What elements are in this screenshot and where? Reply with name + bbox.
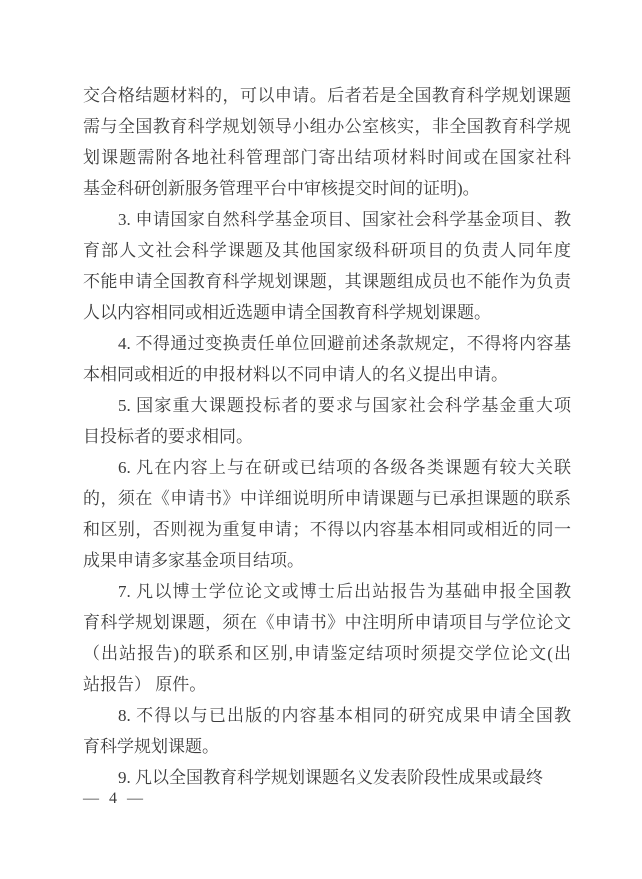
text-line: 7. 凡以博士学位论文或博士后出站报告为基础申报全国教 [118,582,571,601]
text-line: 划课题需附各地社科管理部门寄出结项材料时间或在国家社科 [83,148,571,167]
text-line: 基金科研创新服务管理平台中审核提交时间的证明)。 [83,179,480,198]
text-line: 9. 凡以全国教育科学规划课题名义发表阶段性成果或最终 [118,768,543,787]
text-line: 8. 不得以与已出版的内容基本相同的研究成果申请全国教 [118,706,571,725]
text-line: 育科学规划课题。 [83,737,219,756]
text-line: （出站报告)的联系和区别,申请鉴定结项时须提交学位论文(出 [83,644,571,663]
text-line: 站报告） 原件。 [83,675,207,694]
text-line: 需与全国教育科学规划领导小组办公室核实，非全国教育科学规 [83,117,571,136]
text-line: 6. 凡在内容上与在研或已结项的各级各类课题有较大关联 [118,458,571,477]
document-text [83,80,571,793]
text-line: 交合格结题材料的，可以申请。后者若是全国教育科学规划课题 [83,86,571,105]
text-line: 5. 国家重大课题投标者的要求与国家社会科学基金重大项 [118,396,571,415]
text-line: 育科学规划课题，须在《申请书》中注明所申请项目与学位论文 [83,613,571,632]
text-line: 成果申请多家基金项目结项。 [83,551,304,570]
text-line: 本相同或相近的申报材料以不同申请人的名义提出申请。 [83,365,508,384]
text-line: 人以内容相同或相近选题申请全国教育科学规划课题。 [83,303,491,322]
text-line: 育部人文社会科学课题及其他国家级科研项目的负责人同年度 [83,241,571,260]
page-number: — 4 — [83,790,146,807]
text-line: 不能申请全国教育科学规划课题，其课题组成员也不能作为负责 [83,272,571,291]
text-line: 和区别，否则视为重复申请；不得以内容基本相同或相近的同一 [83,520,571,539]
text-line: 的，须在《申请书》中详细说明所申请课题与已承担课题的联系 [83,489,571,508]
text-line: 4. 不得通过变换责任单位回避前述条款规定，不得将内容基 [118,334,571,353]
text-line: 目投标者的要求相同。 [83,427,253,446]
text-line: 3. 申请国家自然科学基金项目、国家社会科学基金项目、教 [118,210,571,229]
